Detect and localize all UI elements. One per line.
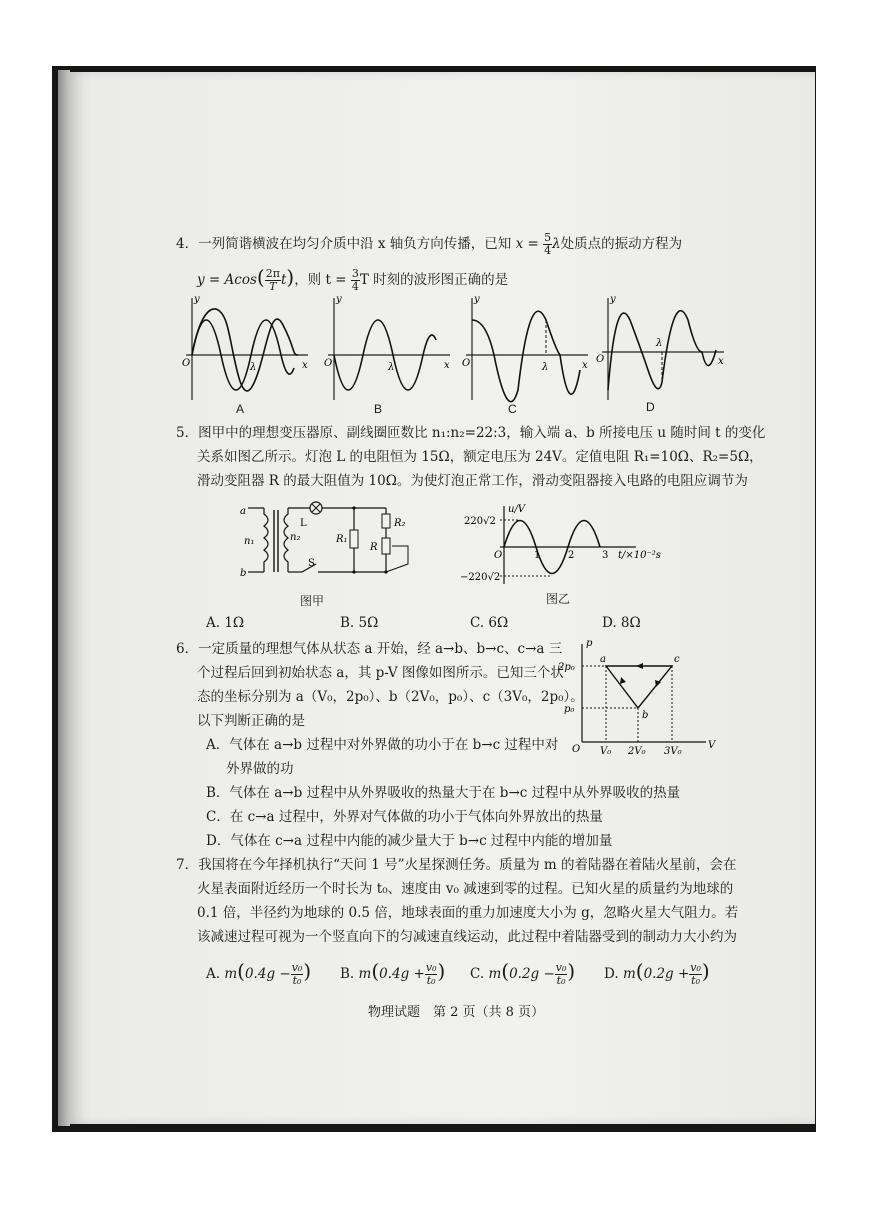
tick-3: 3 xyxy=(602,550,609,561)
lambda-label: λ xyxy=(250,362,257,373)
wave-graph-a xyxy=(182,294,308,400)
axis-y-label: y xyxy=(610,294,616,305)
q5-option-d: D. 8Ω xyxy=(602,615,641,631)
p-axis-label: p xyxy=(586,638,593,649)
q6-option-d: D．气体在 c→a 过程中内能的减少量大于 b→c 过程中内能的增加量 xyxy=(206,833,613,849)
q5-stem-line3: 滑动变阻器 R 的最大阻值为 10Ω。为使灯泡正常工作，滑动变阻器接入电路的电阻应调节为 xyxy=(197,473,748,489)
q7-option-c: C. m(0.2g − $\frac{\text{v₀}}{\text{t₀}}$ ) xyxy=(470,959,576,987)
origin-label: O xyxy=(324,358,333,369)
q4-stem-line1: 4．一列简谐横波在均匀介质中沿 x 轴负方向传播，已知 x = $\frac{5}{4}$ λ处质点的振动方程为 xyxy=(176,231,683,257)
state-a-label: a xyxy=(600,654,606,665)
lambda-label: λ xyxy=(656,338,663,349)
axis-x-label: x xyxy=(582,360,588,371)
terminal-b-label: b xyxy=(240,568,247,579)
q7-stem-line2: 火星表面附近经历一个时长为 t₀、速度由 v₀ 减速到零的过程。已知火星的质量约为地球的 xyxy=(197,881,734,897)
u-axis-label: u/V xyxy=(508,504,526,515)
q6-option-b: B．气体在 a→b 过程中从外界吸收的热量大于在 b→c 过程中从外界吸收的热量 xyxy=(206,785,681,801)
q6-stem-line4: 以下判断正确的是 xyxy=(197,713,305,729)
q4-option-a-label: A xyxy=(236,402,245,416)
r2-label: R₂ xyxy=(394,518,406,529)
lambda-label: λ xyxy=(388,362,395,373)
q6-option-c: C．在 c→a 过程中，外界对气体做的功小于气体向外界放出的热量 xyxy=(206,809,603,825)
peak-label: 220√2 xyxy=(464,516,496,527)
switch-label: S xyxy=(308,558,315,569)
state-b-label: b xyxy=(642,710,649,721)
p0-label: p₀ xyxy=(564,704,575,715)
q5-voltage-graph xyxy=(460,500,680,590)
r1-label: R₁ xyxy=(336,534,348,545)
page-footer: 物理试题 第 2 页（共 8 页） xyxy=(368,1005,545,1020)
q6-stem-line3: 态的坐标分别为 a（V₀，2p₀）、b（2V₀，p₀）、c（3V₀，2p₀）。 xyxy=(197,689,584,705)
q6-option-a-line1: A．气体在 a→b 过程中对外界做的功小于在 b→c 过程中对 xyxy=(206,737,559,753)
2p0-label: 2p₀ xyxy=(558,662,575,673)
lambda-label: λ xyxy=(542,362,549,373)
q4-option-b-label: B xyxy=(374,402,383,416)
q4-option-c-label: C xyxy=(508,402,517,416)
q5-option-b: B. 5Ω xyxy=(340,615,379,631)
q7-option-b: B. m(0.4g + $\frac{\text{v₀}}{\text{t₀}}$ ) xyxy=(340,959,446,987)
q4-wave-graphs xyxy=(180,290,724,420)
origin-label: O xyxy=(182,358,191,369)
tick-2: 2 xyxy=(568,550,575,561)
lamp-label: L xyxy=(300,518,307,529)
q5-circuit-diagram xyxy=(236,496,416,586)
axis-x-label: x xyxy=(302,360,308,371)
q4-option-d-label: D xyxy=(646,400,655,414)
axis-x-label: x xyxy=(718,356,724,367)
r-label: R xyxy=(370,542,378,553)
q7-stem-line1: 7．我国将在今年择机执行“天问 1 号”火星探测任务。质量为 m 的着陆器在着陆火星前，会在 xyxy=(176,857,737,873)
q5-option-c: C. 6Ω xyxy=(470,615,509,631)
q6-stem-line2: 个过程后回到初始状态 a，其 p-V 图像如图所示。已知三个状 xyxy=(197,665,564,681)
q5-figure1-caption: 图甲 xyxy=(300,594,325,608)
q7-stem-line4: 该减速过程可视为一个竖直向下的匀减速直线运动，此过程中着陆器受到的制动力大小约为 xyxy=(197,929,737,945)
wave-graph-d xyxy=(596,294,724,400)
q6-stem-line1: 6．一定质量的理想气体从状态 a 开始，经 a→b、b→c、c→a 三 xyxy=(176,641,563,657)
q6-option-a-line2: 外界做的功 xyxy=(226,761,294,777)
q7-stem-line3: 0.1 倍，半径约为地球的 0.5 倍，地球表面的重力加速度大小为 g，忽略火星大气阻力。若 xyxy=(197,905,739,921)
wave-graph-b xyxy=(324,294,450,400)
q5-stem-line1: 5．图甲中的理想变压器原、副线圈匝数比 n₁:n₂=22:3，输入端 a、b 所接电压 u 随时间 t 的变化 xyxy=(176,425,766,441)
n2-label: n₂ xyxy=(290,532,301,543)
origin-label: O xyxy=(494,550,503,561)
terminal-a-label: a xyxy=(240,506,246,517)
v0-label: V₀ xyxy=(600,746,612,757)
origin-label: O xyxy=(462,358,471,369)
2v0-label: 2V₀ xyxy=(628,746,646,757)
q4-stem-line2: y = Acos( $\frac{2\pi}{T}$ t)，则 t = $\frac{3}{4}$ T 时刻的波形图正确的是 xyxy=(197,265,509,293)
origin-label: O xyxy=(596,354,605,365)
3v0-label: 3V₀ xyxy=(664,746,682,757)
q7-option-d: D. m(0.2g + $\frac{\text{v₀}}{\text{t₀}}$ ) xyxy=(604,959,710,987)
v-axis-label: V xyxy=(708,740,716,751)
axis-x-label: x xyxy=(444,360,450,371)
q5-stem-line2: 关系如图乙所示。灯泡 L 的电阻恒为 15Ω，额定电压为 24V。定值电阻 R₁=10Ω、R₂=5Ω， xyxy=(197,449,763,465)
q5-option-a: A. 1Ω xyxy=(206,615,245,631)
wave-graph-c xyxy=(462,294,588,402)
n1-label: n₁ xyxy=(244,536,255,547)
trough-label: −220√2 xyxy=(460,572,501,583)
tick-1: 1 xyxy=(534,550,541,561)
axis-y-label: y xyxy=(474,294,480,305)
t-axis-label: t/×10⁻²s xyxy=(618,550,661,561)
axis-y-label: y xyxy=(194,294,200,305)
q6-pv-diagram xyxy=(560,636,720,760)
state-c-label: c xyxy=(674,654,680,665)
q7-option-a: A. m(0.4g − $\frac{\text{v₀}}{\text{t₀}}$ ) xyxy=(206,959,312,987)
origin-label: O xyxy=(572,744,581,755)
q5-figure2-caption: 图乙 xyxy=(546,592,571,606)
axis-y-label: y xyxy=(336,294,342,305)
